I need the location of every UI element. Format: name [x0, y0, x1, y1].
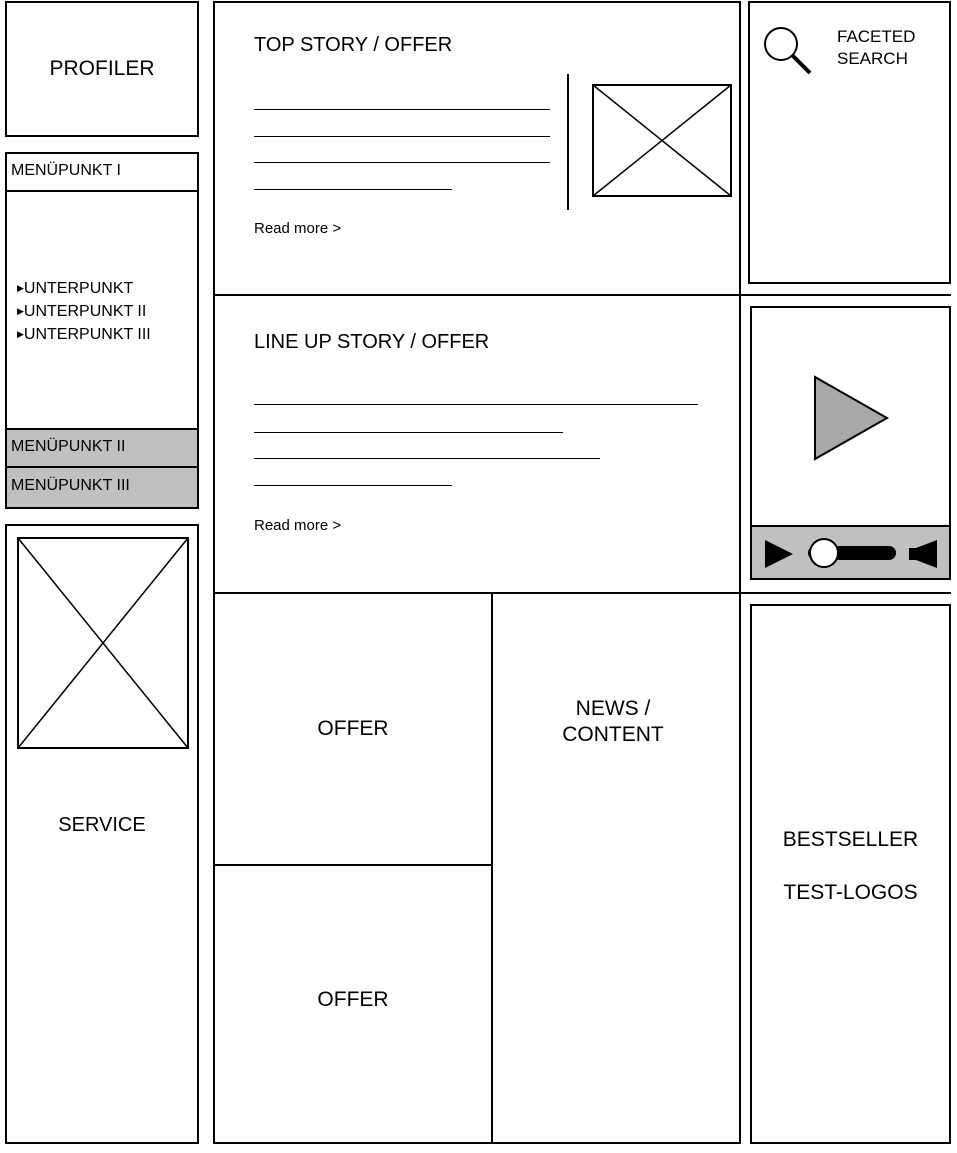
- offer-box-1[interactable]: [215, 594, 491, 864]
- search-label-line2: SEARCH: [837, 49, 908, 68]
- bestseller-box[interactable]: [750, 604, 951, 1144]
- menu-item-2-label: MENÜPUNKT II: [11, 438, 126, 455]
- volume-slider[interactable]: [804, 536, 900, 570]
- news-label-line2: CONTENT: [562, 723, 664, 746]
- submenu-item-2-label: UNTERPUNKT II: [23, 303, 147, 320]
- profiler-box[interactable]: [5, 1, 199, 137]
- read-more-link[interactable]: Read more >: [254, 220, 342, 237]
- text-line: [254, 404, 698, 405]
- lineup-story-title: LINE UP STORY / OFFER: [254, 331, 490, 353]
- text-line: [254, 189, 452, 190]
- text-line: [254, 109, 550, 110]
- triangle-bullet-icon: ▶: [17, 329, 24, 339]
- service-label: SERVICE: [58, 814, 146, 836]
- video-player[interactable]: [750, 306, 951, 580]
- text-line: [254, 432, 563, 433]
- text-line: [254, 458, 600, 459]
- section-divider: [741, 592, 951, 594]
- vertical-divider: [567, 74, 569, 210]
- player-controls: [752, 525, 949, 578]
- menu-item-1-label: MENÜPUNKT I: [11, 162, 121, 179]
- top-story-title: TOP STORY / OFFER: [254, 34, 453, 56]
- submenu-item-1-label: UNTERPUNKT: [23, 280, 134, 297]
- navigation-menu: [5, 152, 199, 509]
- menu-item-3-label: MENÜPUNKT III: [11, 477, 130, 494]
- menu-item-1[interactable]: [7, 154, 197, 192]
- test-logos-label: TEST-LOGOS: [783, 881, 918, 904]
- profiler-label: PROFILER: [49, 57, 155, 80]
- bestseller-label: BESTSELLER: [782, 828, 919, 851]
- menu-item-3[interactable]: [7, 468, 197, 507]
- submenu-item-1[interactable]: [17, 277, 151, 300]
- triangle-bullet-icon: ▶: [17, 283, 24, 293]
- text-line: [254, 136, 550, 137]
- top-story-section: [215, 3, 739, 295]
- play-icon[interactable]: [813, 375, 891, 461]
- speaker-icon[interactable]: [908, 539, 940, 569]
- text-line: [254, 485, 452, 486]
- service-box[interactable]: [5, 524, 199, 1144]
- submenu-item-3-label: UNTERPUNKT III: [23, 326, 151, 343]
- submenu-item-3[interactable]: [17, 323, 151, 346]
- offer-label: OFFER: [317, 988, 389, 1011]
- search-icon: [762, 25, 814, 77]
- text-line: [254, 162, 550, 163]
- read-more-link[interactable]: Read more >: [254, 517, 342, 534]
- play-icon[interactable]: [764, 539, 794, 569]
- menu-item-2[interactable]: [7, 428, 197, 468]
- offer-box-2[interactable]: [215, 866, 491, 1134]
- faceted-search-box[interactable]: [748, 1, 951, 284]
- submenu-item-2[interactable]: [17, 300, 151, 323]
- news-label-line1: NEWS /: [575, 697, 651, 720]
- offer-label: OFFER: [317, 717, 389, 740]
- image-placeholder-icon: [592, 84, 732, 197]
- section-divider: [741, 294, 951, 296]
- triangle-bullet-icon: ▶: [17, 306, 24, 316]
- image-placeholder-icon: [17, 537, 189, 749]
- news-content-box[interactable]: [493, 594, 739, 1142]
- search-label-line1: FACETED: [837, 27, 916, 46]
- submenu-list: [17, 277, 151, 346]
- lineup-story-section: [215, 296, 739, 592]
